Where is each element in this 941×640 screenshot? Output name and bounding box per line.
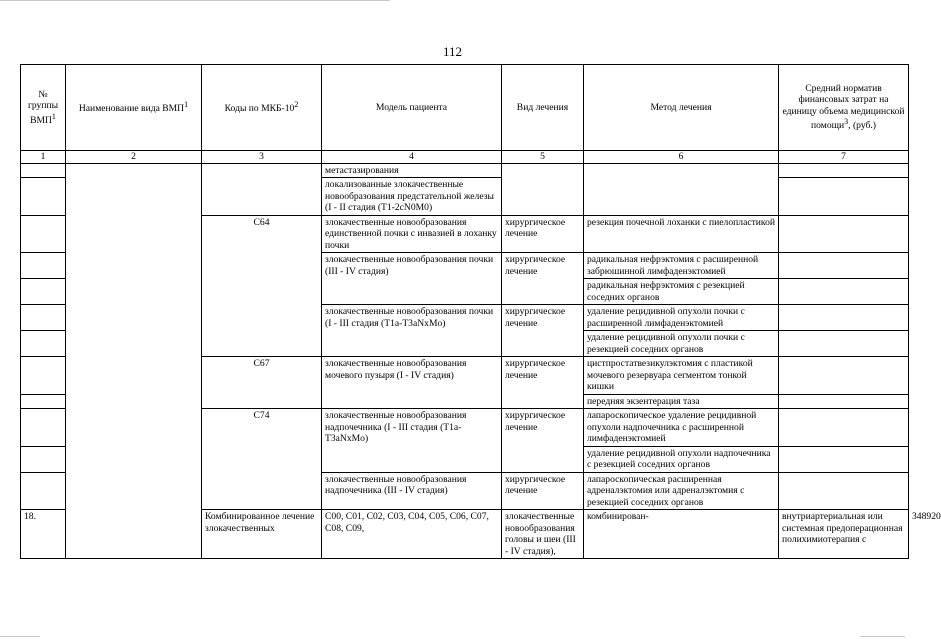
col-number: 3 (202, 151, 322, 164)
treatment-type-cell: хирургическое лечение (502, 357, 584, 409)
table-row (21, 163, 909, 178)
col-number: 4 (322, 151, 502, 164)
header-row (21, 65, 909, 151)
icd-code-cell: C74 (202, 409, 322, 510)
treatment-method-cell: удаление рецидивной опухоли почки с расширенной лимфаденэктомией (584, 305, 779, 331)
col-number: 1 (21, 151, 66, 164)
icd-code-cell: C00, C01, C02, C03, C04, C05, C06, C07, C08, C09, (322, 510, 502, 559)
col-number: 2 (66, 151, 202, 164)
treatment-type-cell: хирургическое лечение (502, 472, 584, 510)
treatment-method-cell: радикальная нефрэктомия с расширенной забрюшинной лимфаденэктомией (584, 253, 779, 279)
treatment-method-cell: удаление рецидивной опухоли почки с резекцией соседних органов (584, 331, 779, 357)
header-average-cost: Средний норматив финансовых затрат на единицу объема медицинской помощи$^3$, (руб.) (779, 65, 909, 151)
vmp-name-cell: Комбинированное лечение злокачественных (202, 510, 322, 559)
vmp-table (20, 64, 941, 559)
treatment-method-cell: резекция почечной лоханки с пиелопластикой (584, 215, 779, 253)
col-number: 5 (502, 151, 584, 164)
treatment-method-cell: лапароскопическое удаление рецидивной опухоли надпочечника с расширенной лимфаденэктомией (584, 409, 779, 447)
treatment-method-cell: цистпростатвезикулэктомия с пластикой мочевого резервуара сегментом тонкой кишки (584, 357, 779, 395)
scan-noise-bottom-left (0, 636, 40, 637)
header-treatment-type: Вид лечения (502, 65, 584, 151)
patient-model-cell: злокачественные новообразования почки (I - III стадия (T1a-T3aNxMo) (322, 305, 502, 357)
group-number-cell: 18. (21, 510, 66, 559)
patient-model-cell: метастазирования (322, 163, 502, 178)
header-vmp-name: Наименование вида ВМП$^1$ (66, 65, 202, 151)
treatment-type-cell: хирургическое лечение (502, 215, 584, 253)
treatment-type-cell: хирургическое лечение (502, 305, 584, 357)
header-icd-codes: Коды по МКБ-$10^2$ (202, 65, 322, 151)
page-number: 112 (442, 44, 463, 59)
header-treatment-method: Метод лечения (584, 65, 779, 151)
scan-noise-top-left (0, 0, 390, 1)
treatment-type-cell: хирургическое лечение (502, 253, 584, 305)
icd-code-cell: C64 (202, 215, 322, 357)
scan-noise-bottom-right (860, 636, 905, 637)
treatment-type-cell: хирургическое лечение (502, 409, 584, 473)
patient-model-cell: злокачественные новообразования единственной почки с инвазией в лоханку почки (322, 215, 502, 253)
treatment-method-cell: удаление рецидивной опухоли надпочечника с резекцией соседних органов (584, 446, 779, 472)
treatment-method-cell: радикальная нефрэктомия с резекцией соседних органов (584, 279, 779, 305)
column-number-row (21, 151, 909, 164)
patient-model-cell: злокачественные новообразования мочевого пузыря (I - IV стадия) (322, 357, 502, 409)
header-patient-model: Модель пациента (322, 65, 502, 151)
patient-model-cell: злокачественные новообразования головы и шеи (III - IV стадия), (502, 510, 584, 559)
patient-model-cell: злокачественные новообразования надпочечника (I - III стадия (T1a-T3aNxMo) (322, 409, 502, 473)
col-number: 6 (584, 151, 779, 164)
table-row: 18. Комбинированное лечение злокачественных C00, C01, C02, C03, C04, C05, C06, C07, C08, C09, злокачественные новообразования головы и шеи (III - IV стадия), комбинирован- внутриартериальная или системная предоперационная полихимиотерапия с 348920 (21, 510, 909, 559)
patient-model-cell: злокачественные новообразования почки (III - IV стадия) (322, 253, 502, 305)
patient-model-cell: локализованные злокачественные новообразования предстательной железы (I - II стадия (T1-2cN0M0) (322, 178, 502, 216)
patient-model-cell: злокачественные новообразования надпочечника (III - IV стадия) (322, 472, 502, 510)
treatment-method-cell: внутриартериальная или системная предоперационная полихимиотерапия с (779, 510, 909, 559)
treatment-method-cell: передняя экзентерация таза (584, 394, 779, 409)
header-group-number: № группы ВМП$^1$ (21, 65, 66, 151)
treatment-method-cell: лапароскопическая расширенная адреналэктомия или адреналэктомия с резекцией соседних органов (584, 472, 779, 510)
icd-code-cell: C67 (202, 357, 322, 409)
treatment-type-cell: комбинирован- (584, 510, 779, 559)
col-number: 7 (779, 151, 909, 164)
